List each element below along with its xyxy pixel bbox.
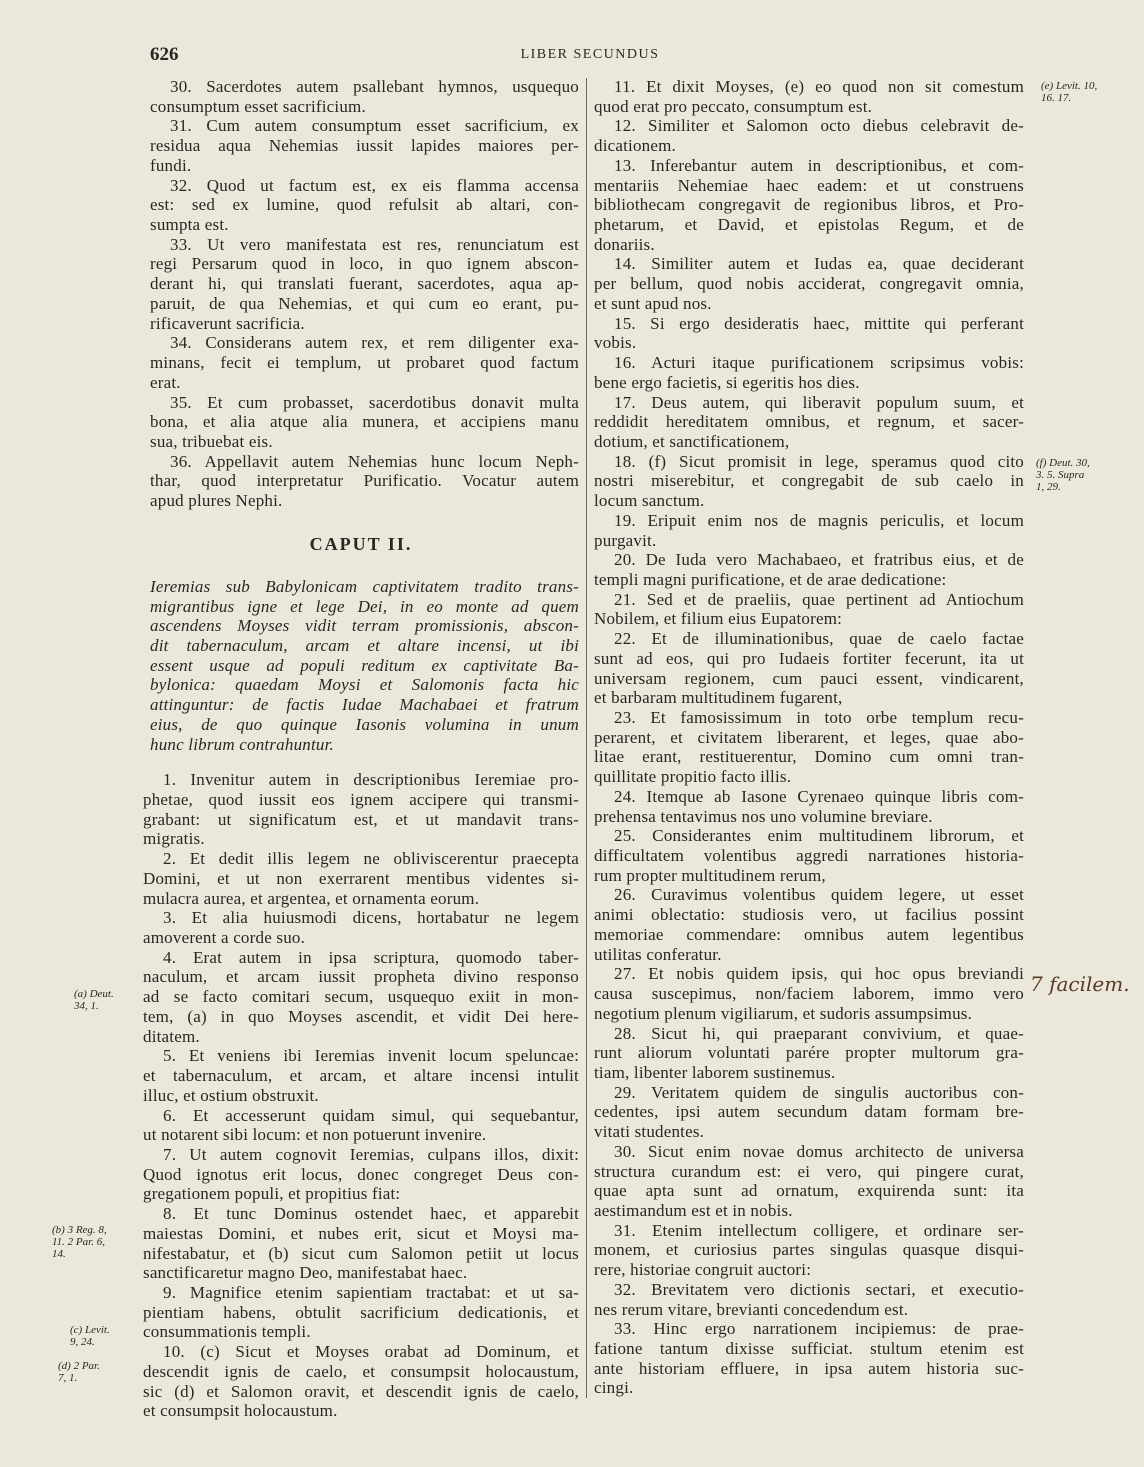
column-rule [586, 78, 587, 1398]
paragraph [594, 1024, 1024, 1083]
text-line: essent usque ad populi reditum ex captivitate Ba- [150, 655, 579, 675]
right-column [594, 77, 1024, 1398]
text-line: sic (d) et Salomon oravit, et descendit ignis de caelo, [143, 1381, 579, 1401]
paragraph [594, 629, 1024, 708]
text-line: consumptum esset sacrificium. [150, 96, 366, 116]
paragraph [594, 77, 1024, 116]
paragraph [594, 826, 1024, 885]
text-line: 14. [52, 1248, 66, 1260]
text-line: cingi. [594, 1378, 634, 1398]
text-line: 19. Eripuit enim nos de magnis periculis, et locum [614, 510, 1024, 530]
paragraph [143, 770, 579, 849]
text-line: 33. Ut vero manifestata est res, renunciatum est [170, 234, 579, 254]
text-line: (a) Deut. [74, 988, 114, 1000]
paragraph [143, 849, 579, 908]
text-line: pientiam habens, obtulit sacrificium dedicationis, et [143, 1302, 579, 1322]
paragraph [594, 452, 1024, 511]
text-line: ut notarent sibi locum: et non potuerunt invenire. [143, 1125, 487, 1145]
text-line: phetae, quod iussit eos ignem accipere qui transmi- [143, 790, 579, 809]
text-line: dit tabernaculum, arcam et altare incensi, ut ibi [150, 635, 579, 655]
text-line: (b) 3 Reg. 8, [52, 1224, 107, 1236]
text-line: 7, 1. [58, 1372, 78, 1384]
paragraph [143, 116, 579, 175]
text-line: erat. [150, 372, 181, 392]
text-line: 10. (c) Sicut et Moyses orabat ad Dominum, et [163, 1342, 579, 1362]
chapter-heading: CAPUT II. [309, 533, 413, 554]
text-line: descendit ignis de caelo, et consumpsit holocaustum, [143, 1361, 579, 1381]
paragraph [594, 590, 1024, 629]
text-line: ditatem. [143, 1026, 200, 1046]
paragraph [594, 708, 1024, 787]
text-line: sunt ad eos, qui pro Iudaeis fortiter fecerunt, ita ut [594, 648, 1024, 668]
text-line: (c) Levit. [70, 1324, 110, 1336]
text-line: quod erat pro peccato, consumptum est. [594, 96, 873, 116]
text-line: et sunt apud nos. [594, 293, 712, 313]
text-line: bibliothecam congregavit de regionibus libros, et Pro- [594, 195, 1024, 215]
text-line: 2. Et dedit illis legem ne obliviscerentur praecepta [163, 849, 579, 869]
paragraph [143, 176, 579, 235]
text-line: nostri miserebitur, et congregabit de sub caelo in [594, 471, 1024, 491]
text-line: Nobilem, et filium eius Eupatorem: [594, 609, 843, 629]
text-line: mentariis Nehemiae haec eadem: et ut construens [594, 175, 1024, 195]
text-line: 34, 1. [74, 1000, 99, 1012]
text-line: est: sed ex lumine, quod refulsit ab altari, con- [150, 195, 579, 215]
paragraph [594, 885, 1024, 964]
margin-note-b [52, 1224, 107, 1260]
text-line: fundi. [150, 155, 192, 175]
text-line: universam regionem, cum pauci essent, vindicarent, [594, 668, 1024, 688]
text-line: amoverent a corde suo. [143, 928, 306, 948]
handwritten-correction: 7 facilem. [1030, 972, 1130, 996]
paragraph [594, 156, 1024, 255]
text-line: bene ergo facietis, si egeritis hos dies. [594, 372, 860, 392]
text-line: donariis. [594, 234, 655, 254]
text-line: Domini, et ut non exerrarent mentibus videntes si- [143, 868, 579, 888]
text-line: 4. Erat autem in ipsa scriptura, quomodo taber- [163, 947, 579, 967]
margin-note-e [1041, 80, 1097, 104]
text-line: 21. Sed et de praeliis, quae pertinent ad Antiochum [614, 589, 1024, 609]
text-line: 34. Considerans autem rex, et rem diligenter exa- [170, 333, 579, 353]
paragraph [594, 787, 1024, 826]
text-line: monem, et curiosius partes singulas quasque disqui- [594, 1240, 1024, 1260]
paragraph [143, 452, 579, 511]
text-line: illuc, et ostium obstruxit. [143, 1085, 319, 1105]
text-line: difficultatem volentibus aggredi narrationes historia- [594, 846, 1024, 866]
text-line: 7. Ut autem cognovit Ieremias, culpans illos, dixit: [163, 1144, 579, 1164]
text-line: 30. Sicut enim novae domus architecto de universa [614, 1141, 1024, 1161]
text-line: tiam, libenter laborem sustinemus. [594, 1062, 836, 1082]
text-line: minans, fecit ei templum, ut probaret quod factum [150, 353, 579, 373]
paragraph [594, 353, 1024, 392]
text-line: et barbaram multitudinem fugarent, [594, 688, 843, 708]
text-line: 1, 29. [1036, 481, 1061, 493]
text-line: aestimandum est et in nobis. [594, 1200, 793, 1220]
text-line: negotium plenum vigiliarum, et sudoris assumpsimus. [594, 1003, 973, 1023]
text-line: 31. Cum autem consumptum esset sacrificium, ex [170, 116, 579, 136]
text-line: 22. Et de illuminationibus, quae de caelo factae [614, 629, 1024, 649]
text-line: 5. Et veniens ibi Ieremias invenit locum speluncae: [163, 1046, 579, 1066]
text-line: 31. Etenim intellectum colligere, et ordinare ser- [614, 1220, 1024, 1240]
text-line: 17. Deus autem, qui liberavit populum suum, et [614, 392, 1024, 412]
left-column [143, 77, 579, 1421]
text-line: utilitas conferatur. [594, 944, 722, 964]
text-line: bona, et alia atque alia munera, et accipiens manu [150, 412, 579, 432]
paragraph [594, 1142, 1024, 1221]
text-line: grabant: ut significatum est, et ut mandavit trans- [143, 809, 579, 829]
text-line: purgavit. [594, 530, 657, 550]
paragraph [143, 908, 579, 947]
text-line: 11. 2 Par. 6, [52, 1236, 105, 1248]
text-line: sanctificaretur magno Deo, manifestabat haec. [143, 1263, 468, 1283]
paragraph [594, 1083, 1024, 1142]
running-head: LIBER SECUNDUS [520, 47, 660, 62]
text-line: tem, (a) in quo Moyses ascendit, et vidit Dei here- [143, 1006, 579, 1026]
text-line: rificaverunt sacrificia. [150, 313, 305, 333]
text-line: 35. Et cum probasset, sacerdotibus donavit multa [170, 392, 579, 412]
text-line: vitati studentes. [594, 1122, 705, 1142]
text-line: litae erant, restituerentur, Domino cum omni tran- [594, 747, 1024, 767]
text-line: 18. (f) Sicut promisit in lege, speramus quod cito [614, 451, 1024, 471]
paragraph [594, 254, 1024, 313]
text-line: paruit, de qua Nehemias, et qui cum eo erant, pu- [150, 293, 579, 313]
text-line: apud plures Nephi. [150, 491, 283, 511]
text-line: dicationem. [594, 136, 676, 156]
text-line: causa suscepimus, non/faciem laborem, immo vero [594, 984, 1024, 1004]
text-line: et tabernaculum, et arcam, et altare incensi intulit [143, 1066, 579, 1086]
text-line: 27. Et nobis quidem ipsis, qui hoc opus breviandi [614, 964, 1024, 984]
text-line: animi oblectatio: studiosis vero, ut facilius possint [594, 905, 1024, 925]
text-line: 3. Et alia huiusmodi dicens, hortabatur ne legem [163, 908, 579, 928]
text-line: 28. Sicut hi, qui praeparant convivium, et quae- [614, 1023, 1024, 1043]
text-line: 16. 17. [1041, 92, 1072, 104]
text-line: attinguntur: de factis Iudae Machabaei et fratrum [150, 695, 579, 715]
text-line: 13. Inferebantur autem in descriptionibus, et com- [614, 155, 1024, 175]
text-line: 9. Magnifice etenim sapientiam tractabat: et ut sa- [163, 1282, 579, 1302]
paragraph [594, 393, 1024, 452]
chapter-summary [143, 577, 579, 754]
text-line: (f) Deut. 30, [1036, 457, 1090, 469]
right-paragraphs [594, 77, 1024, 1398]
paragraph [594, 1221, 1024, 1280]
paragraph [594, 1280, 1024, 1319]
text-line: phetarum, et David, et epistolas Regum, et de [594, 215, 1024, 235]
text-line: Ieremias sub Babylonicam captivitatem tradito trans- [150, 576, 579, 596]
text-line: (e) Levit. 10, [1041, 80, 1098, 92]
text-line: 6. Et accesserunt quidam simul, qui sequebantur, [163, 1105, 579, 1125]
text-line: hunc librum contrahuntur. [150, 734, 334, 754]
text-line: 16. Acturi itaque purificationem scripsimus vobis: [614, 353, 1024, 373]
text-line: 8. Et tunc Dominus ostendet haec, et apparebit [163, 1204, 579, 1224]
text-line: 24. Itemque ab Iasone Cyrenaeo quinque libris com- [614, 786, 1024, 806]
text-line: residua aqua Nehemias iussit lapides maiores per- [150, 136, 579, 156]
text-line: 30. Sacerdotes autem psallebant hymnos, usquequo [170, 77, 579, 96]
text-line: regi Persarum quod in loco, in quo ignem abscon- [150, 254, 579, 274]
paragraph [594, 116, 1024, 155]
text-line: quae apta sunt ad ornatum, exquirenda sunt: ita [594, 1181, 1024, 1201]
margin-note-c [70, 1324, 110, 1348]
text-line: 12. Similiter et Salomon octo diebus celebravit de- [614, 116, 1024, 136]
paragraph [143, 1342, 579, 1421]
text-line: ad se facto comitari secum, usquequo exiit in mon- [143, 987, 579, 1007]
text-line: eius, de quo quinque Iasonis volumina in unum [150, 714, 579, 734]
text-line: 11. Et dixit Moyses, (e) eo quod non sit comestum [614, 77, 1024, 96]
text-line: nes rerum vitare, brevianti concedendum est. [594, 1299, 909, 1319]
margin-note-f [1036, 457, 1090, 493]
text-line: (d) 2 Par. [58, 1360, 100, 1372]
text-line: cedentes, ipsi autem secundum datam formam bre- [594, 1102, 1024, 1122]
text-line: et consumpsit holocaustum. [143, 1401, 338, 1421]
text-line: maiestas Domini, et nubes erit, sicut et Moysi ma- [143, 1223, 579, 1243]
paragraph [143, 1106, 579, 1145]
paragraph [143, 1204, 579, 1283]
text-line: sumpta est. [150, 215, 229, 235]
text-line: 23. Et famosissimum in toto orbe templum recu- [614, 708, 1024, 727]
paragraph [594, 964, 1024, 1023]
paragraph [594, 314, 1024, 353]
text-line: mulacra aurea, et argentea, et ornamenta eorum. [143, 888, 480, 908]
text-line: ascendens Moyses vidit terram promissionis, abscon- [150, 616, 579, 636]
text-line: reddidit hereditatem omnibus, et regnum, et sacer- [594, 412, 1024, 432]
text-line: Quod ignotus erit locus, donec congreget Deus con- [143, 1164, 579, 1184]
paragraph [143, 77, 579, 116]
text-line: memoriae commendare: omnibus autem legentibus [594, 924, 1024, 944]
text-line: structura curandum est: ei vero, qui pingere curat, [594, 1161, 1024, 1181]
paragraph [143, 235, 579, 334]
left-top-paragraphs [143, 77, 579, 511]
text-line: 3. 5. Supra [1036, 469, 1085, 481]
left-paragraphs [143, 770, 579, 1421]
text-line: gregationem populi, et propitius fiat: [143, 1184, 401, 1204]
text-line: bylonica: quaedam Moysi et Salomonis facta hic [150, 675, 579, 695]
text-line: 25. Considerantes enim multitudinem librorum, et [614, 826, 1024, 846]
text-line: 1. Invenitur autem in descriptionibus Ieremiae pro- [163, 770, 579, 790]
text-line: 29. Veritatem quidem de singulis auctoribus con- [614, 1082, 1024, 1102]
text-line: 14. Similiter autem et Iudas ea, quae deciderant [614, 254, 1024, 274]
text-line: nifestabatur, et (b) sicut cum Salomon petiit ut locus [143, 1243, 579, 1263]
text-line: migratis. [143, 829, 205, 849]
text-line: fatione tantum dixisse sufficiat. stultum etenim est [594, 1339, 1024, 1358]
paragraph [143, 333, 579, 392]
text-line: 36. Appellavit autem Nehemias hunc locum Neph- [170, 451, 579, 471]
text-line: 20. De Iuda vero Machabaeo, et fratribus eius, et de [614, 550, 1024, 570]
text-line: ante historiam effluere, in ipsa autem historia suc- [594, 1358, 1024, 1378]
paragraph [594, 511, 1024, 550]
text-line: locum sanctum. [594, 491, 705, 511]
text-line: derant hi, qui translati fuerant, sacerdotes, aqua ap- [150, 274, 579, 294]
margin-note-a [74, 988, 114, 1012]
text-line: sua, tribuebat eis. [150, 431, 273, 451]
text-line: consummationis templi. [143, 1322, 311, 1342]
text-line: 32. Brevitatem vero dictionis sectari, et executio- [614, 1279, 1024, 1299]
paragraph [143, 1145, 579, 1204]
paragraph [594, 1319, 1024, 1398]
text-line: dotium, et sanctificationem, [594, 431, 790, 451]
text-line: 26. Curavimus volentibus quidem legere, ut esset [614, 885, 1024, 905]
text-line: rere, historiae congruit auctori: [594, 1260, 812, 1280]
text-line: 33. Hinc ergo narrationem incipiemus: de prae- [614, 1319, 1024, 1339]
text-line: quillitate propitio facto illis. [594, 767, 792, 787]
text-line: thar, quod interpretatur Purificatio. Vocatur autem [150, 471, 579, 491]
paragraph [143, 1283, 579, 1342]
text-line: runt aliorum voluntati parére propter multorum gra- [594, 1043, 1024, 1063]
margin-note-d [58, 1360, 100, 1384]
text-line: templi magni purificatione, et de arae dedicatione: [594, 569, 947, 589]
paragraph [143, 1046, 579, 1105]
paragraph [143, 948, 579, 1047]
text-line: prehensa tentavimus nos uno volumine breviare. [594, 806, 933, 826]
text-line: per bellum, quod nobis acciderat, congregavit omnia, [594, 274, 1024, 294]
text-line: vobis. [594, 333, 637, 353]
text-line: 32. Quod ut factum est, ex eis flamma accensa [170, 175, 579, 195]
paragraph [143, 393, 579, 452]
text-line: 9, 24. [70, 1336, 95, 1348]
text-line: naculum, et arcam iussit propheta divino responso [143, 967, 579, 987]
paragraph [594, 550, 1024, 589]
text-line: 15. Si ergo desideratis haec, mittite qui perferant [614, 313, 1024, 333]
page-number: 626 [150, 44, 179, 65]
text-line: migrantibus igne et lege Dei, in eo monte ad quem [150, 596, 579, 616]
text-line: perarent, et civitatem liberarent, et leges, quae abo- [594, 727, 1024, 747]
text-line: rum propter multitudinem rerum, [594, 865, 826, 885]
